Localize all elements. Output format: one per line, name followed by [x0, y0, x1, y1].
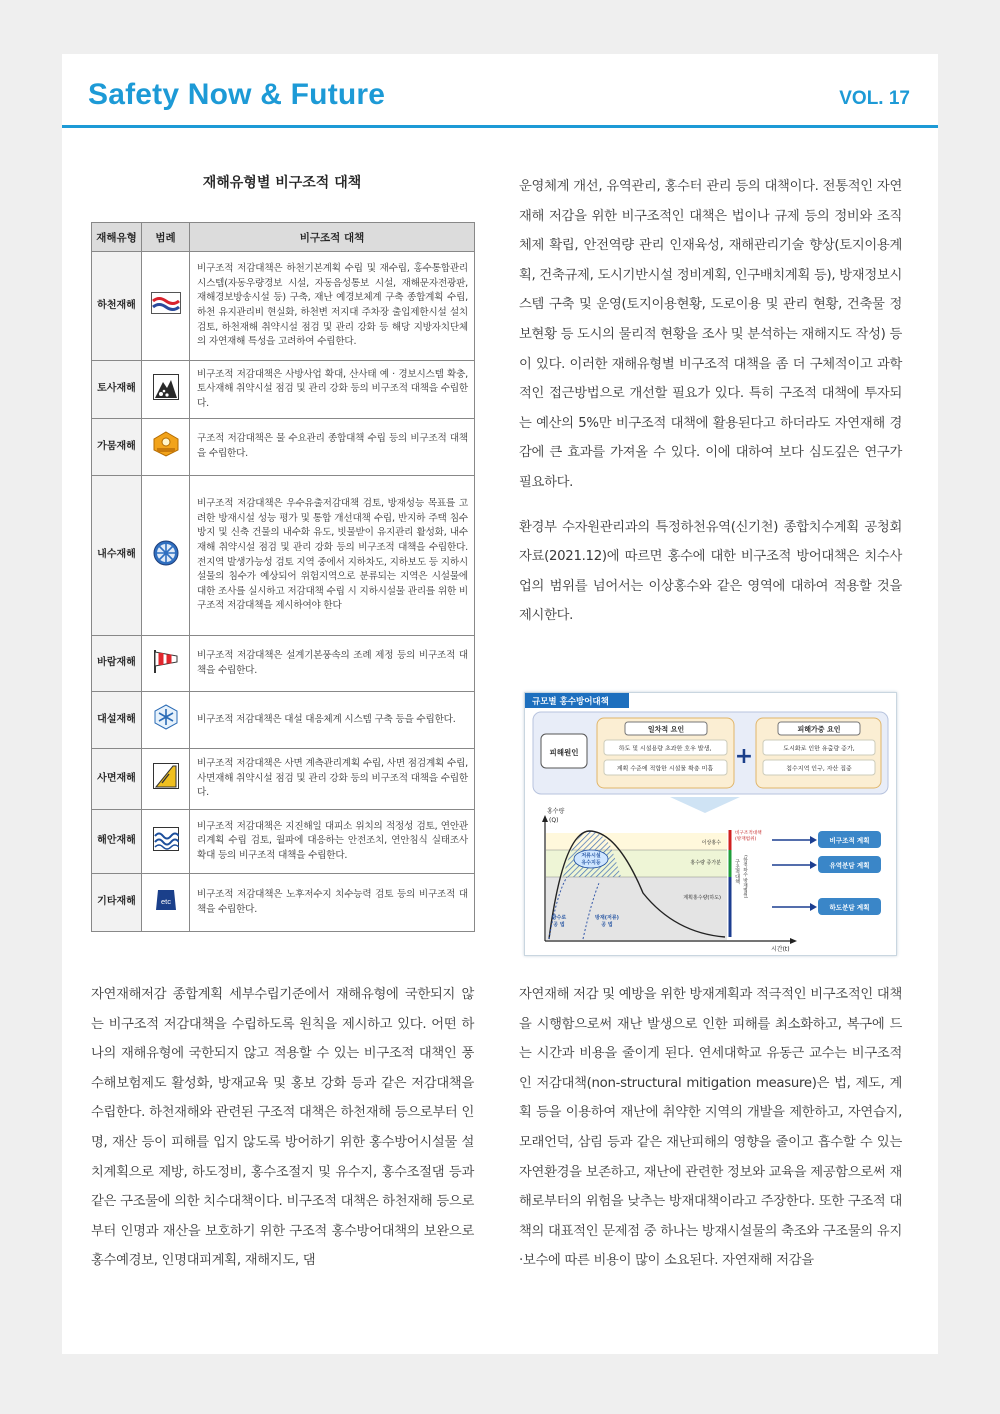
x-axis-label: 시간(t)	[771, 946, 790, 953]
paragraph: 자연재해저감 종합계획 세부수립기준에서 재해유형에 국한되지 않는 비구조적 저감대책을 수립하도록 원칙을 제시하고 있다. 어떤 하나의 재해유형에 국한되지 않고 적용할 수 있는 비구조적 대책인 풍수해보험제도 활성화, 방재교육 및 홍보 강화 등과 같은 저감대책을 수립한다. 하천재해와 관련된 구조적 대책은 하천재해 등으로부터 인명, 재산 등이 피해를 입지 않도록 방어하기 위한 홍수방어시설물 설치계획으로 제방, 하도정비, 홍수조절지 및 유수지, 홍수조절댐 등과 같은 구조물에 의한 치수대책이다. 비구조적 대책은 하천재해 등으로부터 인명과 재산을 보호하기 위한 구조적 홍수방어대책의 보완으로 홍수예경보, 인명대피계획, 재해지도, 댐	[91, 987, 474, 1269]
left-column-bottom	[91, 980, 474, 1276]
river-wave-icon	[151, 292, 181, 320]
row-type: 토사재해	[92, 361, 142, 419]
row-desc: 구조적 저감대책은 물 수요관리 종합대책 수립 등의 비구조적 대책을 수립한다.	[190, 419, 475, 476]
storage-facility-label: 저류시설	[581, 853, 601, 859]
design-flood-label: 계획홍수량(하도)	[683, 895, 721, 901]
primary-factor-line2: 계획 수준에 적합한 시설물 확충 미흡	[616, 765, 714, 773]
row-desc: 비구조적 저감대책은 하천기본계획 수립 및 재수립, 홍수통합관리시스템(자동우량경보 시설, 자동음성통보 시설, 재해문자전광판, 재해경보방송시설 등) 구축, 재난 예경보체계 구축 종합계획 수립, 하천 유지관리비 현실화, 하천변 저지대 주차장 출입제한시설 설치 검토, 하천재해 취약시설 점검 및 관리 강화 등 해당 지방자치단체의 자연재해 특성을 고려하여 수립한다.	[190, 252, 475, 361]
table-title: 재해유형별 비구조적 대책	[202, 175, 362, 191]
table-row	[92, 874, 475, 932]
magazine-title: Safety Now & Future	[88, 78, 386, 111]
row-desc: 비구조적 저감대책은 노후저수지 치수능력 검토 등의 비구조적 대책을 수립한다.	[190, 874, 475, 932]
cause-label: 피해원인	[549, 748, 579, 757]
volume-number: VOL. 17	[839, 88, 910, 109]
struct-range-sub: (하천·하수 방재범위)	[742, 855, 748, 899]
table-header-row	[92, 223, 475, 252]
retention-label: 방재(저류)	[595, 915, 619, 921]
table-row	[92, 749, 475, 810]
row-desc: 비구조적 저감대책은 우수유출저감대책 검토, 방재성능 목표를 고려한 방재시설 성능 평가 및 통합 개선대책 수립, 반지하 주택 침수 방지 및 신축 건물의 내수화 유도, 빗물받이 유지관리 활성화, 내수재해 취약시설 점검 및 관리 강화 등의 비구조적 대책을 수립한다. 전지역 발생가능성 검토 지역 중에서 지하차도, 지하보도 등 지하시설물의 침수가 예상되어 위험지역으로 분류되는 지역은 시설물에 대한 조사를 실시하고 저감대책 수립 시 지하시설물 관리를 위한 비구조적 저감대책을 제시하여야 한다	[190, 476, 475, 636]
y-axis-unit: (Q)	[549, 817, 559, 824]
row-desc: 비구조적 저감대책은 사방사업 확대, 산사태 예 · 경보시스템 확충, 토사재해 취약시설 점검 및 관리 강화 등의 비구조적 대책을 수립한다.	[190, 361, 475, 419]
coastal-wave-icon	[153, 827, 179, 857]
abnormal-flood-label: 이상홍수	[701, 840, 721, 846]
nonstruct-range-sub: (방재범위)	[735, 837, 757, 842]
primary-factor-line1: 하도 및 시설용량 초과한 호우 발생,	[618, 745, 712, 753]
row-desc: 비구조적 저감대책은 지진해일 대피소 위치의 적정성 검토, 연안관리계획 수립 검토, 월파에 대응하는 안전조치, 연안침식 실태조사 확대 등의 비구조적 대책을 수립한다.	[190, 810, 475, 874]
retention-method-label: 공 법	[601, 922, 613, 928]
row-type: 가뭄재해	[92, 419, 142, 476]
struct-range-label: 구조적대책	[734, 859, 740, 884]
paragraph: 자연재해 저감 및 예방을 위한 방재계획과 적극적인 비구조적인 대책을 시행함으로써 재난 발생으로 인한 피해를 최소화하고, 복구에 드는 시간과 비용을 줄이게 된다. 연세대학교 유동근 교수는 비구조적인 저감대책(non-structural mitigation measure)은 법, 제도, 계획 등을 이용하여 재난에 취약한 지역의 개발을 제한하고, 자연습지, 모래언덕, 삼림 등과 같은 재난피해의 영향을 줄이고 흡수할 수 있는 자연환경을 보존하고, 재난에 관련한 정보와 교육을 제공함으로써 재해로부터의 위험을 낮추는 방재대책이라고 주장한다. 또한 구조적 대책의 대표적인 문제점 중 하나는 방재시설물의 축조와 구조물의 유지·보수에 따른 비용이 많이 소요된다. 자연재해 저감을	[519, 987, 902, 1269]
row-type: 대설재해	[92, 692, 142, 749]
right-column-top	[519, 172, 902, 631]
aggravating-factor-line2: 침수지역 인구, 자산 집중	[786, 765, 852, 773]
row-type: 사면재해	[92, 749, 142, 810]
drought-icon	[152, 431, 180, 463]
basin-plan-button: 유역분담 계획	[829, 861, 870, 870]
flood-increase-label: 홍수량 증가분	[690, 860, 721, 866]
row-desc: 비구조적 저감대책은 사면 계측관리계획 수립, 사면 점검계획 수립, 사면재해 취약시설 점검 및 관리 강화 등의 비구조적 대책을 수립한다.	[190, 749, 475, 810]
plus-sign: +	[734, 744, 754, 769]
table-row	[92, 476, 475, 636]
slope-icon	[153, 763, 179, 795]
table-row	[92, 361, 475, 419]
detention-pond-label: 유수지등	[581, 860, 601, 866]
primary-factor-title: 일차적 요인	[647, 725, 685, 734]
disaster-table	[91, 222, 475, 932]
row-type: 해안재해	[92, 810, 142, 874]
table-row	[92, 636, 475, 692]
paragraph: 운영체계 개선, 유역관리, 홍수터 관리 등의 대책이다. 전통적인 자연재해 저감을 위한 비구조적인 대책은 법이나 규제 등의 정비와 조직 체제 확립, 안전역량 관리 인재육성, 재해관리기술 향상(토지이용계획, 건축규제, 도시기반시설 정비계획, 인구배치계획 등), 방재정보시스템 구축 및 운영(토지이용현황, 도로이용 및 관리 현황, 건축물 정보현황 등 도시의 물리적 현황을 조사 및 분석하는 재해지도 작성) 등이 있다. 이러한 재해유형별 비구조적 대책을 좀 더 구체적이고 과학적인 접근방법으로 개선할 필요가 있다. 특히 구조적 대책에 투자되는 예산의 5%만 비구조적 대책에 활용된다고 하더라도 자연재해 경감에 큰 효과를 가져올 수 있다. 이에 대하여 보다 심도깊은 연구가 필요하다.	[519, 179, 902, 490]
page-header	[62, 54, 938, 128]
channel-plan-button: 하도분담 계획	[829, 903, 870, 912]
table-row	[92, 810, 475, 874]
diagram-title: 규모별 홍수방어대책	[532, 697, 609, 707]
page	[62, 54, 938, 1354]
row-type: 내수재해	[92, 476, 142, 636]
aggravating-factor-line1: 도시화로 인한 유출량 증가,	[783, 745, 855, 753]
landslide-icon	[153, 374, 179, 406]
table-row	[92, 692, 475, 749]
table-row	[92, 252, 475, 361]
drain-icon	[153, 540, 179, 572]
flood-defense-diagram	[524, 692, 897, 956]
header-measure: 비구조적 대책	[190, 223, 475, 252]
row-type: 기타재해	[92, 874, 142, 932]
y-axis-label: 홍수량	[547, 808, 565, 815]
etc-icon	[153, 889, 179, 917]
floodway-method-label: 공 법	[553, 922, 565, 928]
row-desc: 비구조적 저감대책은 대설 대응체계 시스템 구축 등을 수립한다.	[190, 692, 475, 749]
svg-text:etc: etc	[160, 896, 171, 906]
header-legend: 범례	[142, 223, 190, 252]
floodway-label: 방수로	[551, 915, 567, 921]
header-divider	[62, 125, 938, 128]
header-type: 재해유형	[92, 223, 142, 252]
snowflake-icon	[153, 704, 179, 736]
row-desc: 비구조적 저감대책은 설계기본풍속의 조례 제정 등의 비구조적 대책을 수립한다.	[190, 636, 475, 692]
right-column-bottom	[519, 980, 902, 1276]
row-type: 하천재해	[92, 252, 142, 361]
row-type: 바람재해	[92, 636, 142, 692]
windsock-icon	[152, 648, 180, 680]
nonstruct-plan-button: 비구조적 계획	[829, 836, 870, 845]
table-row	[92, 419, 475, 476]
nonstruct-range-label: 비구조적대책	[735, 831, 762, 836]
paragraph: 환경부 수자원관리과의 특정하천유역(신기천) 종합치수계획 공청회 자료(2021.12)에 따르면 홍수에 대한 비구조적 방어대책은 치수사업의 범위를 넘어서는 이상홍수와 같은 영역에 대하여 적용할 것을 제시한다.	[519, 519, 902, 624]
aggravating-factor-title: 피해가중 요인	[797, 725, 841, 734]
